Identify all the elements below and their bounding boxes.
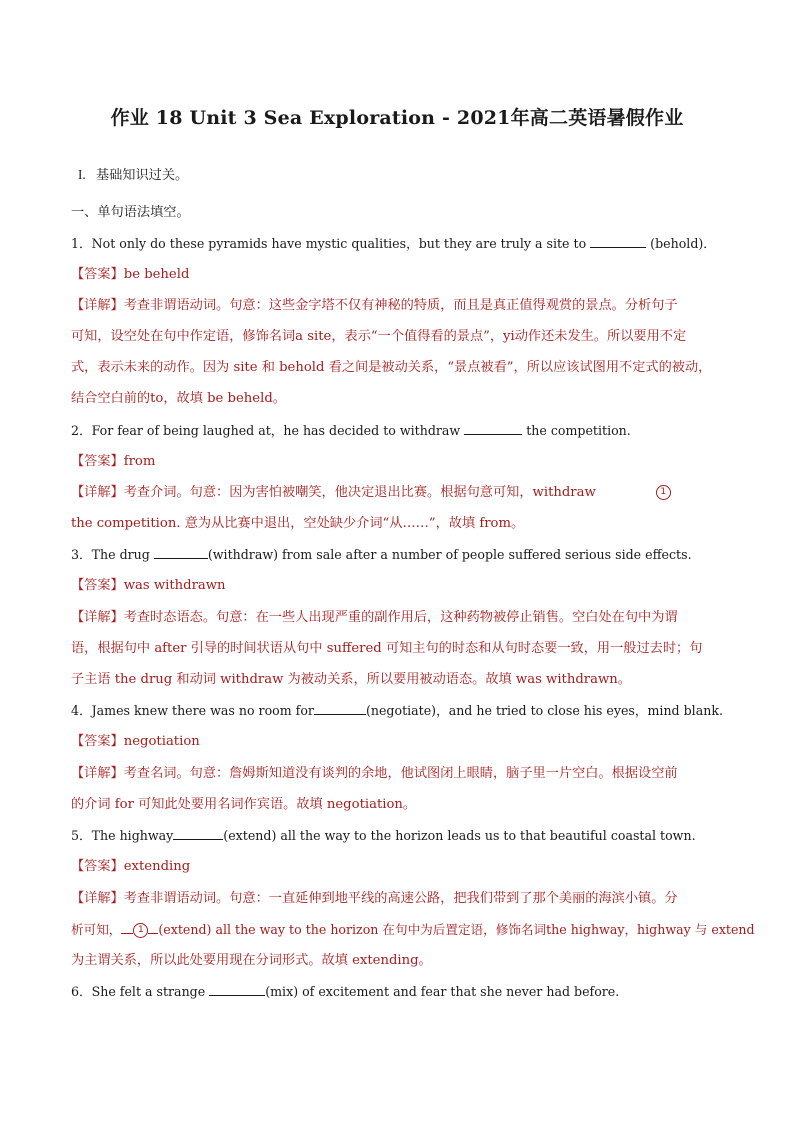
detail-text: 析可知，	[71, 922, 122, 937]
detail-1-line: 式，表示未来的动作。因为 site 和 behold 看之间是被动关系，“景点被看”，所以应该试图用不定式的被动，	[71, 360, 712, 375]
answer-value: negotiation	[123, 734, 200, 749]
question-3	[71, 546, 727, 564]
answer-label: 【答案】	[71, 859, 124, 874]
answer-blank	[154, 546, 208, 559]
detail-label: 【详解】	[71, 610, 124, 625]
question-text: the competition.	[522, 423, 631, 438]
answer-blank	[314, 702, 366, 715]
question-text: 5．The highway	[71, 828, 174, 843]
section-heading	[78, 166, 734, 185]
question-text: 3．The drug	[71, 547, 154, 562]
detail-3-line: 语，根据句中 after 引导的时间状语从句中 suffered 可知主句的时态和从句时态要一致，用一般过去时；句	[71, 641, 703, 656]
question-text: 4．James knew there was no room for	[71, 703, 314, 718]
detail-5-line: 为主谓关系，所以此处要用现在分词形式。故填 extending。	[71, 953, 432, 968]
question-text: (negotiate)，and he tried to close his eyes，mind blank.	[365, 703, 723, 718]
answer-label: 【答案】	[71, 267, 124, 282]
answer-blank	[148, 921, 158, 934]
question-text: (mix) of excitement and fear that she never had before.	[265, 984, 620, 999]
answer-value: be beheld	[123, 267, 190, 282]
answer-blank	[209, 983, 265, 996]
detail-text: 考查非谓语动词。句意：这些金字塔不仅有神秘的特质，而且是真正值得观赏的景点。分析句子	[123, 298, 678, 313]
detail-text: (extend) all the way to the horizon 在句中为后置定语，修饰名词the highway，highway 与 extend	[158, 922, 755, 937]
question-text: (extend) all the way to the horizon leads us to that beautiful coastal town.	[223, 828, 696, 843]
detail-1-line: 结合空白前的to，故填 be beheld。	[71, 391, 286, 406]
answer-blank	[121, 921, 133, 934]
detail-1	[71, 297, 727, 315]
answer-blank	[464, 422, 522, 435]
question-6	[71, 983, 727, 1001]
answer-label: 【答案】	[71, 578, 124, 593]
question-4	[71, 702, 727, 720]
answer-value: was withdrawn	[123, 578, 226, 593]
section-roman: I.	[78, 167, 86, 182]
section-text: 基础知识过关。	[95, 168, 189, 183]
detail-3	[71, 609, 727, 627]
answer-5	[71, 858, 727, 876]
answer-label: 【答案】	[71, 734, 124, 749]
detail-5	[71, 890, 727, 908]
detail-4	[71, 765, 727, 783]
detail-4-line: 的介词 for 可知此处要用名词作宾语。故填 negotiation。	[71, 797, 417, 812]
detail-label: 【详解】	[71, 298, 124, 313]
detail-2-line: the competition. 意为从比赛中退出，空处缺少介词“从……”，故填 from。	[71, 516, 525, 531]
answer-blank	[173, 827, 223, 840]
circled-number: 1	[133, 923, 148, 938]
question-text: 2．For fear of being laughed at，he has decided to withdraw	[71, 423, 465, 438]
question-2	[71, 422, 727, 440]
question-1	[71, 235, 727, 253]
detail-5-line	[71, 921, 755, 939]
detail-label: 【详解】	[71, 891, 124, 906]
detail-label: 【详解】	[71, 766, 124, 781]
question-text: 6．She felt a strange	[71, 984, 210, 999]
answer-3	[71, 577, 727, 595]
answer-value: from	[123, 454, 156, 469]
question-text: 1．Not only do these pyramids have mystic qualities，but they are truly a site to	[71, 236, 591, 251]
detail-3-line: 子主语 the drug 和动词 withdraw 为被动关系，所以要用被动语态。故填 was withdrawn。	[71, 672, 631, 687]
answer-4	[71, 733, 727, 751]
detail-text: 考查时态语态。句意：在一些人出现严重的副作用后，这种药物被停止销售。空白处在句中为谓	[123, 610, 678, 625]
detail-label: 【详解】	[71, 485, 124, 500]
answer-label: 【答案】	[71, 454, 124, 469]
answer-value: extending	[123, 859, 191, 874]
detail-text: 考查介词。句意：因为害怕被嘲笑，他决定退出比赛。根据句意可知，withdraw	[123, 485, 596, 500]
detail-text: 考查非谓语动词。句意：一直延伸到地平线的高速公路，把我们带到了那个美丽的海滨小镇。分	[123, 891, 678, 906]
answer-1	[71, 266, 727, 284]
answer-blank	[590, 235, 646, 248]
detail-1-line: 可知，设空处在句中作定语，修饰名词a site，表示“一个值得看的景点”，yi动作还未发生。所以要用不定	[71, 329, 687, 344]
question-5	[71, 827, 727, 845]
question-text: (withdraw) from sale after a number of people suffered serious side effects.	[207, 547, 692, 562]
question-text: (behold)．	[646, 236, 716, 251]
detail-2	[71, 484, 727, 502]
circled-number: 1	[656, 485, 671, 500]
page-title: 作业 18 Unit 3 Sea Exploration - 2021年高二英语暑假作业	[110, 107, 684, 129]
answer-2	[71, 453, 727, 471]
detail-text: 考查名词。句意：詹姆斯知道没有谈判的余地，他试图闭上眼睛，脑子里一片空白。根据设空前	[123, 766, 678, 781]
subsection-heading: 一、单句语法填空。	[71, 205, 190, 220]
